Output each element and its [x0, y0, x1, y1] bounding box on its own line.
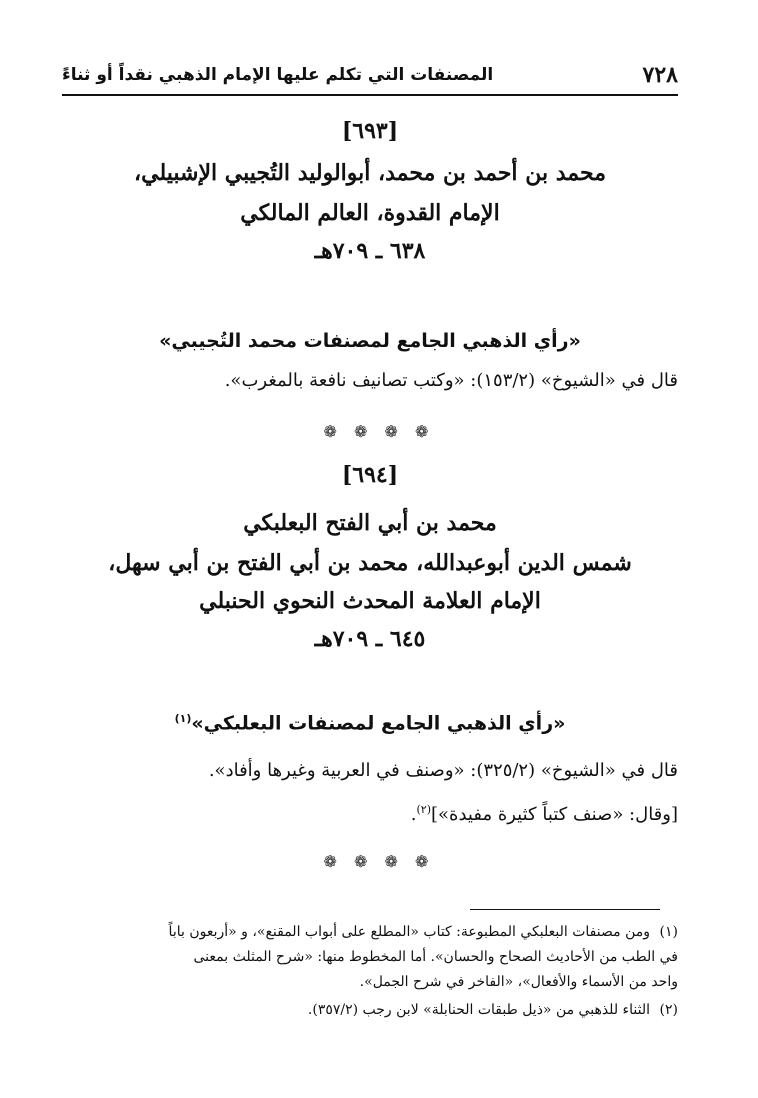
section-divider: ❁ ❁ ❁ ❁: [323, 422, 435, 441]
entry-years: ٦٣٨ ـ ٧٠٩هـ: [314, 238, 426, 264]
entry-name-line: محمد بن أبي الفتح البعلبكي: [243, 510, 497, 536]
page-header: [62, 56, 678, 96]
quote-paragraph: [62, 803, 678, 825]
section-heading: «رأي الذهبي الجامع لمصنفات محمد التُجيبي»: [159, 330, 581, 352]
quote-paragraph: قال في «الشيوخ» (٣٢٥/٢): «وصنف في العربية وغيرها وأفاد».: [208, 760, 678, 781]
footnote-1: [62, 920, 678, 995]
footnote-line: [62, 998, 678, 1023]
quote-end: .: [410, 804, 417, 825]
footnote-2: [62, 998, 678, 1023]
footnote-line: واحد من الأسماء والأفعال»، «الفاخر في شرح الجمل».: [359, 974, 678, 990]
footnote-mark: (٢): [659, 1002, 678, 1018]
section-divider: ❁ ❁ ❁ ❁: [323, 852, 435, 871]
entry-number: [٦٩٣]: [341, 118, 399, 144]
footnote-rule: [470, 909, 660, 910]
section-heading: [62, 712, 678, 734]
entry-name-line: محمد بن أحمد بن محمد، أبوالوليد التُجيبي الإشبيلي،: [134, 160, 606, 186]
entry-years: ٦٤٥ ـ ٧٠٩هـ: [314, 626, 426, 652]
footnote-ref: (١): [174, 712, 192, 725]
section-heading-text: «رأي الذهبي الجامع لمصنفات البعلبكي»: [191, 712, 566, 735]
quote-text: [وقال: «صنف كتباً كثيرة مفيدة»]: [431, 804, 678, 825]
footnote-mark: (١): [659, 924, 678, 940]
running-title: المصنفات التي تكلم عليها الإمام الذهبي نقداً أو ثناءً: [62, 65, 494, 85]
page-number: ٧٢٨: [642, 62, 678, 88]
footnote-text: ومن مصنفات البعلبكي المطبوعة: كتاب «المطلع على أبواب المقنع»، و «أربعون باباً: [168, 924, 650, 940]
quote-paragraph: قال في «الشيوخ» (١٥٣/٢): «وكتب تصانيف نافعة بالمغرب».: [224, 370, 678, 391]
footnote-line: [62, 920, 678, 945]
footnote-line: في الطب من الأحاديث الصحاح والحسان». أما المخطوط منها: «شرح المثلث بمعنى: [193, 949, 678, 965]
footnote-ref: (٢): [416, 803, 431, 816]
entry-title-line: الإمام القدوة، العالم المالكي: [240, 200, 500, 226]
entry-name-line: شمس الدين أبوعبدالله، محمد بن أبي الفتح بن أبي سهل،: [108, 550, 632, 576]
entry-title-line: الإمام العلامة المحدث النحوي الحنبلي: [199, 588, 541, 614]
footnote-text: الثناء للذهبي من «ذيل طبقات الحنابلة» لابن رجب (٣٥٧/٢).: [307, 1002, 650, 1018]
entry-number: [٦٩٤]: [341, 462, 399, 488]
